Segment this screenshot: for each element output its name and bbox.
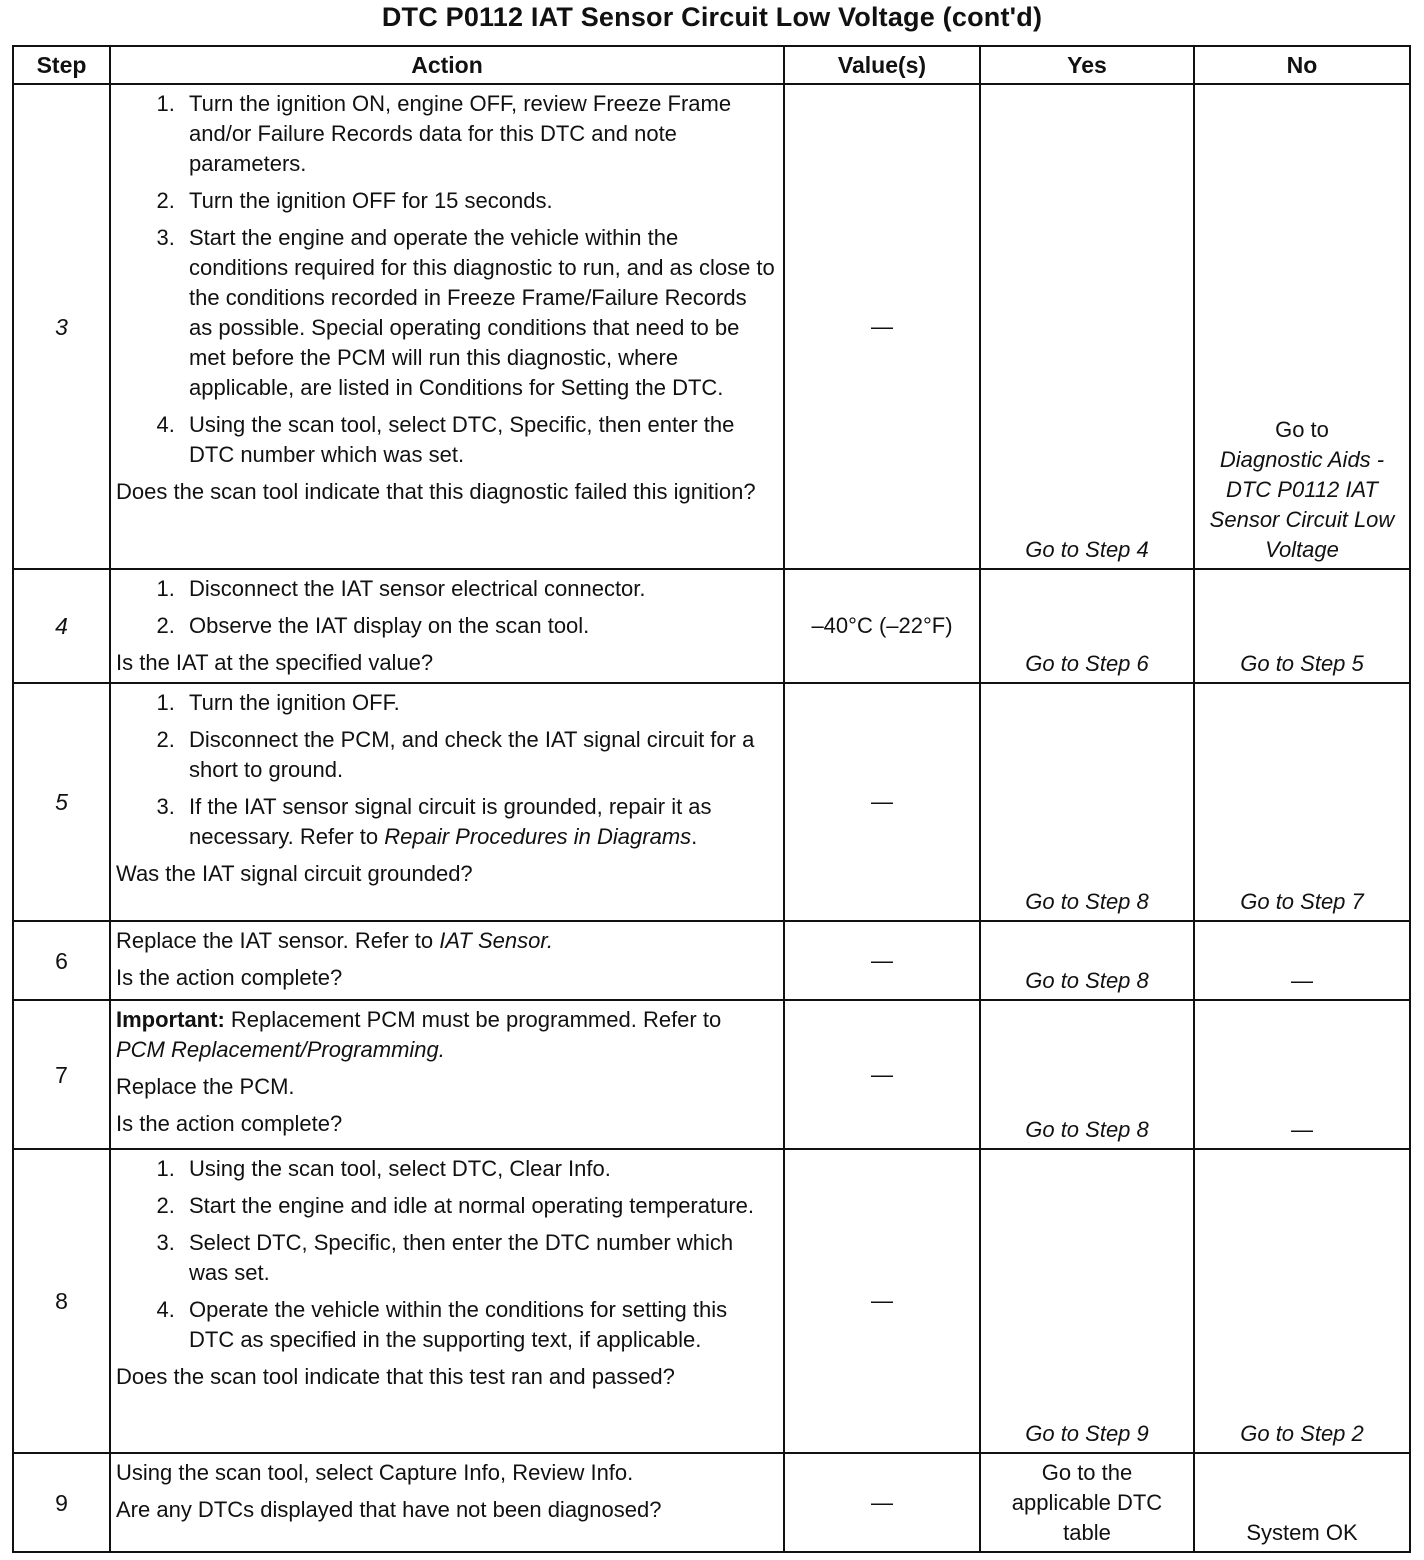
list-item: 1. Disconnect the IAT sensor electrical connector. <box>181 574 775 604</box>
list-item <box>181 792 775 852</box>
question-text: Is the action complete? <box>116 965 343 990</box>
action-cell <box>110 1000 784 1149</box>
list-item: 1. Turn the ignition OFF. <box>181 688 775 718</box>
question-text: Is the IAT at the specified value? <box>116 650 434 675</box>
no-cell: Go to Step 7 <box>1194 683 1410 921</box>
no-cell: — <box>1194 921 1410 1000</box>
step-number: 3 <box>13 84 110 569</box>
value-cell: –40°C (–22°F) <box>784 569 980 683</box>
value-cell: — <box>784 1149 980 1453</box>
table-row <box>13 1453 1410 1552</box>
question-text: Are any DTCs displayed that have not been diagnosed? <box>116 1497 662 1522</box>
header-yes: Yes <box>980 46 1194 84</box>
list-item: 2. Observe the IAT display on the scan tool. <box>181 611 775 641</box>
action-cell <box>110 569 784 683</box>
action-sentence: Replace the IAT sensor. Refer to <box>116 928 434 953</box>
list-item: 4. Using the scan tool, select DTC, Specific, then enter the DTC number which was set. <box>181 410 775 470</box>
action-list <box>116 688 775 852</box>
header-row <box>13 46 1410 84</box>
value-cell: — <box>784 683 980 921</box>
action-cell <box>110 683 784 921</box>
reference-link: PCM Replacement/Programming. <box>116 1037 445 1062</box>
action-cell <box>110 84 784 569</box>
table-row <box>13 569 1410 683</box>
action-list <box>116 1154 775 1355</box>
list-item: 1. Using the scan tool, select DTC, Clear Info. <box>181 1154 775 1184</box>
table-row <box>13 84 1410 569</box>
table-row <box>13 1149 1410 1453</box>
yes-cell: Go to the applicable DTC table <box>980 1453 1194 1552</box>
yes-cell: Go to Step 8 <box>980 921 1194 1000</box>
action-cell <box>110 1149 784 1453</box>
no-cell: System OK <box>1194 1453 1410 1552</box>
reference-link: Repair Procedures in Diagrams <box>384 824 692 849</box>
action-cell <box>110 921 784 1000</box>
question-text: Does the scan tool indicate that this diagnostic failed this ignition? <box>116 479 756 504</box>
action-list <box>116 574 775 641</box>
list-item: 4. Operate the vehicle within the conditions for setting this DTC as specified in the supporting text, if applicable. <box>181 1295 775 1355</box>
important-text: Replacement PCM must be programmed. Refer to <box>230 1007 722 1032</box>
value-cell: — <box>784 84 980 569</box>
question-text: Does the scan tool indicate that this test ran and passed? <box>116 1364 675 1389</box>
action-text <box>116 926 775 956</box>
table-row <box>13 921 1410 1000</box>
header-step: Step <box>13 46 110 84</box>
no-cell: — <box>1194 1000 1410 1149</box>
table-row <box>13 683 1410 921</box>
action-text: Using the scan tool, select Capture Info, Review Info. <box>116 1460 634 1485</box>
step-number: 8 <box>13 1149 110 1453</box>
important-note <box>116 1005 775 1065</box>
action-text: Replace the PCM. <box>116 1074 295 1099</box>
yes-cell: Go to Step 9 <box>980 1149 1194 1453</box>
value-cell: — <box>784 921 980 1000</box>
page-title: DTC P0112 IAT Sensor Circuit Low Voltage (cont'd) <box>381 2 1043 32</box>
reference-link: IAT Sensor. <box>439 928 553 953</box>
action-text: If the IAT sensor signal circuit is grounded, repair it as necessary. Refer to <box>189 794 712 849</box>
question-text: Is the action complete? <box>116 1111 343 1136</box>
list-item: 3. Start the engine and operate the vehicle within the conditions required for this diagnostic to run, and as close to the conditions recorded in Freeze Frame/Failure Records as possible. Special operating conditions that need to be met before the PCM will run this diagnostic, where applicable, are listed in Conditions for Setting the DTC. <box>181 223 775 403</box>
header-no: No <box>1194 46 1410 84</box>
yes-cell: Go to Step 6 <box>980 569 1194 683</box>
diagnostic-table <box>12 45 1411 1553</box>
no-cell: Go to Step 2 <box>1194 1149 1410 1453</box>
header-action: Action <box>110 46 784 84</box>
step-number: 4 <box>13 569 110 683</box>
no-cell: Go to Step 5 <box>1194 569 1410 683</box>
list-item: 2. Turn the ignition OFF for 15 seconds. <box>181 186 775 216</box>
punctuation: . <box>691 824 698 849</box>
table-row <box>13 1000 1410 1149</box>
no-reference: Diagnostic Aids - DTC P0112 IAT Sensor Circuit Low Voltage <box>1209 447 1395 562</box>
no-cell <box>1194 84 1410 569</box>
action-cell <box>110 1453 784 1552</box>
list-item: 2. Disconnect the PCM, and check the IAT signal circuit for a short to ground. <box>181 725 775 785</box>
list-item: 1. Turn the ignition ON, engine OFF, review Freeze Frame and/or Failure Records data for this DTC and note parameters. <box>181 89 775 179</box>
list-item: 2. Start the engine and idle at normal operating temperature. <box>181 1191 775 1221</box>
action-list <box>116 89 775 470</box>
step-number: 7 <box>13 1000 110 1149</box>
step-number: 9 <box>13 1453 110 1552</box>
step-number: 5 <box>13 683 110 921</box>
value-cell: — <box>784 1000 980 1149</box>
step-number: 6 <box>13 921 110 1000</box>
question-text: Was the IAT signal circuit grounded? <box>116 861 473 886</box>
yes-cell: Go to Step 4 <box>980 84 1194 569</box>
header-values: Value(s) <box>784 46 980 84</box>
no-prefix: Go to <box>1275 417 1329 442</box>
important-label: Important: <box>116 1007 225 1032</box>
yes-cell: Go to Step 8 <box>980 1000 1194 1149</box>
yes-cell: Go to Step 8 <box>980 683 1194 921</box>
value-cell: — <box>784 1453 980 1552</box>
list-item: 3. Select DTC, Specific, then enter the DTC number which was set. <box>181 1228 775 1288</box>
